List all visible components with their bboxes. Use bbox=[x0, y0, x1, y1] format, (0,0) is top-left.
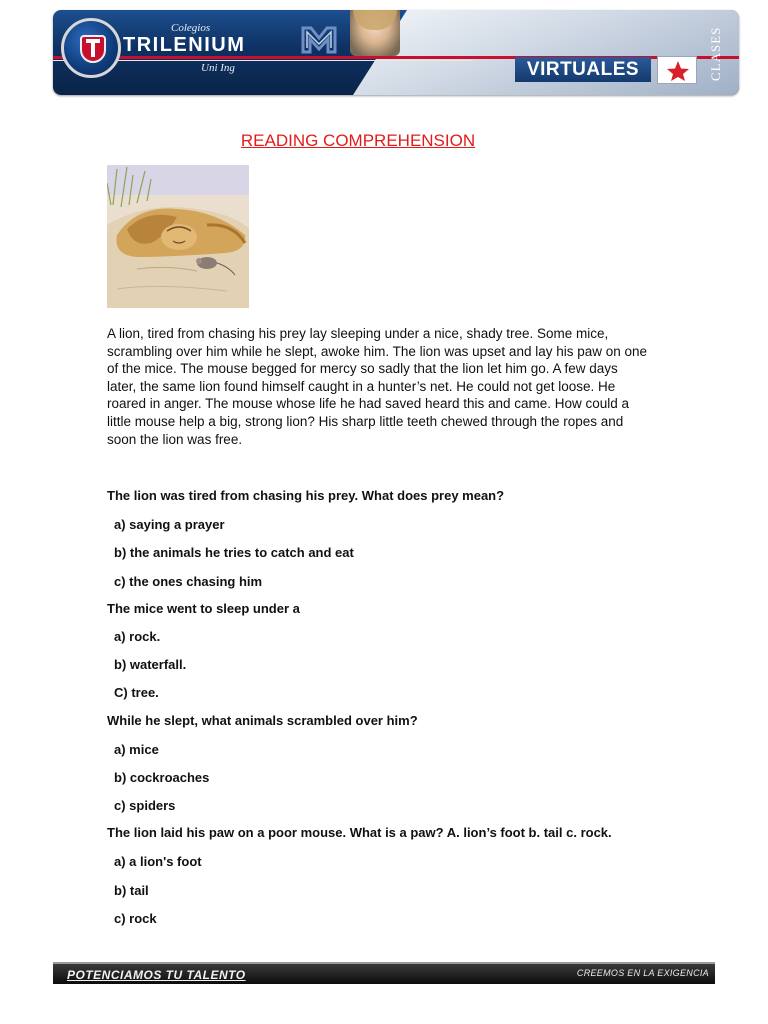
m-logo-icon bbox=[299, 22, 339, 56]
story-line: scrambling over him while he slept, awoke him. The lion was upset and lay his paw on one bbox=[107, 343, 648, 359]
header-banner bbox=[53, 10, 739, 95]
story-line: roared in anger. The mouse whose life he had saved heard this and came. How could a bbox=[107, 396, 630, 412]
question-1: The lion was tired from chasing his prey. What does prey mean? bbox=[107, 488, 505, 503]
question-2-option-a: a) rock. bbox=[114, 629, 161, 644]
page-title: READING COMPREHENSION bbox=[240, 131, 476, 150]
question-4-option-c: c) rock bbox=[114, 911, 157, 926]
question-1-option-a: a) saying a prayer bbox=[114, 517, 225, 532]
lion-and-mouse-illustration bbox=[107, 165, 249, 308]
question-3-option-a: a) mice bbox=[114, 742, 159, 757]
question-3-option-c: c) spiders bbox=[114, 798, 176, 813]
school-crest-icon bbox=[61, 18, 121, 78]
story-line: soon the lion was free. bbox=[107, 431, 243, 447]
story-line: of the mice. The mouse begged for mercy so sadly that the lion let him go. A few days bbox=[107, 361, 618, 377]
star-badge bbox=[657, 56, 697, 84]
question-3: While he slept, what animals scrambled over him? bbox=[107, 713, 418, 728]
question-4-option-b: b) tail bbox=[114, 883, 149, 898]
question-2-option-b: b) waterfall. bbox=[114, 657, 187, 672]
question-2: The mice went to sleep under a bbox=[107, 601, 300, 616]
story-line: later, the same lion found himself caught in a hunter’s net. He could not get loose. He bbox=[107, 378, 616, 394]
crest-letter-icon bbox=[86, 39, 100, 57]
question-1-option-b: b) the animals he tries to catch and eat bbox=[114, 545, 354, 560]
footer-bar bbox=[53, 962, 715, 984]
story-line: A lion, tired from chasing his prey lay sleeping under a nice, shady tree. Some mice, bbox=[107, 326, 609, 341]
banner-colegios: Colegios bbox=[171, 22, 211, 34]
footer-slogan-left: POTENCIAMOS TU TALENTO bbox=[67, 968, 246, 982]
banner-subtitle: Uni Ing bbox=[201, 62, 235, 74]
question-4: The lion laid his paw on a poor mouse. What is a paw? A. lion’s foot b. tail c. rock. bbox=[107, 825, 612, 840]
question-3-option-b: b) cockroaches bbox=[114, 770, 210, 785]
question-2-option-c: C) tree. bbox=[114, 685, 159, 700]
question-4-option-a: a) a lion's foot bbox=[114, 854, 202, 869]
clases-label: CLASES bbox=[708, 26, 723, 82]
question-1-option-c: c) the ones chasing him bbox=[114, 574, 263, 589]
star-icon bbox=[666, 60, 690, 82]
story-line: little mouse help a big, strong lion? His sharp little teeth chewed through the ropes and bbox=[107, 413, 624, 429]
story-text bbox=[107, 325, 667, 448]
virtuales-label: VIRTUALES bbox=[515, 57, 651, 82]
footer-slogan-right: CREEMOS EN LA EXIGENCIA bbox=[576, 968, 709, 978]
banner-school-name: TRILENIUM bbox=[123, 34, 246, 56]
